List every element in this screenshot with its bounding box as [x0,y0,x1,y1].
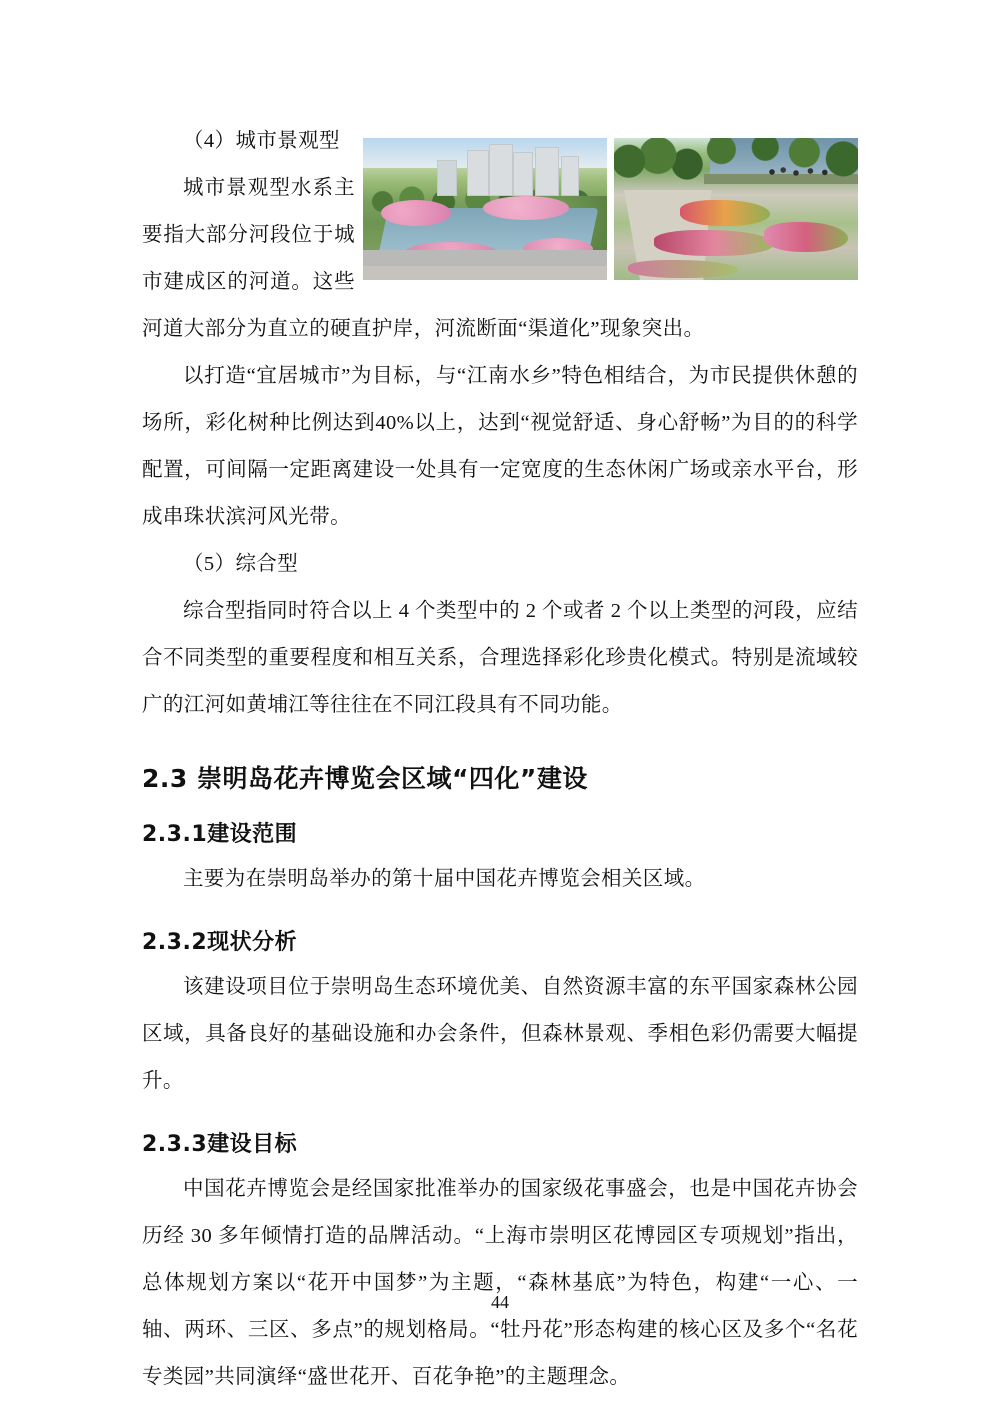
blossom-tree-cluster [381,200,451,226]
paragraph-comprehensive-1: 综合型指同时符合以上 4 个类型中的 2 个或者 2 个以上类型的河段，应结合不同类型的重要程度和相互关系，合理选择彩化珍贵化模式。特别是流域较广的江河如黄埔江等往往在不同江段具有不同功能。 [142,600,858,716]
paragraph-2-3-1: 主要为在崇明岛举办的第十届中国花卉博览会相关区域。 [183,868,706,890]
section-city-landscape-type [142,118,858,541]
building-shape [437,160,457,196]
flower-bed [680,200,770,226]
figure-city-river-rendering [363,138,607,280]
building-shape [467,150,489,196]
paragraph-2-3-3: 中国花卉博览会是经国家批准举办的国家级花事盛会，也是中国花卉协会历经 30 多年倾情打造的品牌活动。“上海市崇明区花博园区专项规划”指出，总体规划方案以“花开中国梦”为主题，“森林基底”为特色，构建“一心、一轴、两环、三区、多点”的规划格局。“牡丹花”形态构建的核心区及多个“名花专类园”共同演绎“盛世花开、百花争艳”的主题理念。 [142,1178,858,1388]
page-content [142,118,858,1401]
paragraph-city-landscape-2: 以打造“宜居城市”为目标，与“江南水乡”特色相结合，为市民提供休憩的场所，彩化树种比例达到40%以上，达到“视觉舒适、身心舒畅”为目的的科学配置，可间隔一定距离建设一处具有一定宽度的生态休闲广场或亲水平台，形成串珠状滨河风光带。 [142,365,858,528]
building-shape [535,147,559,196]
figure-park-flowerbed-rendering [614,138,858,280]
section-heading-2-3-3: 2.3.3建设目标 [142,1132,298,1157]
inline-heading-comprehensive: （5）综合型 [183,553,299,575]
paragraph-2-3-2: 该建设项目位于崇明岛生态环境优美、自然资源丰富的东平国家森林公园区域，具备良好的基础设施和办会条件，但森林景观、季相色彩仍需要大幅提升。 [142,976,858,1092]
building-shape [513,152,533,196]
blossom-tree-cluster [483,196,569,220]
flower-bed [628,260,738,278]
inline-heading-city-landscape: （4）城市景观型 [183,130,340,152]
flower-bed [764,222,848,252]
building-shape [489,144,513,196]
section-heading-2-3-2: 2.3.2现状分析 [142,930,298,955]
chapter-heading-2-3: 2.3 崇明岛花卉博览会区域“四化”建设 [142,764,588,793]
page-number: 44 [491,1292,509,1312]
figure-group [363,138,858,280]
pedestrian-figures [764,162,844,182]
building-shape [561,156,579,196]
roadway [363,266,607,280]
section-heading-2-3-1: 2.3.1建设范围 [142,822,298,847]
paragraph-city-landscape-1: 城市景观型水系主要指大部分河段位于城市建成区的河道。这些河道大部分为直立的硬直护岸，河流断面“渠道化”现象突出。 [142,177,705,340]
flower-bed [654,230,774,256]
section-comprehensive-type [142,541,858,729]
